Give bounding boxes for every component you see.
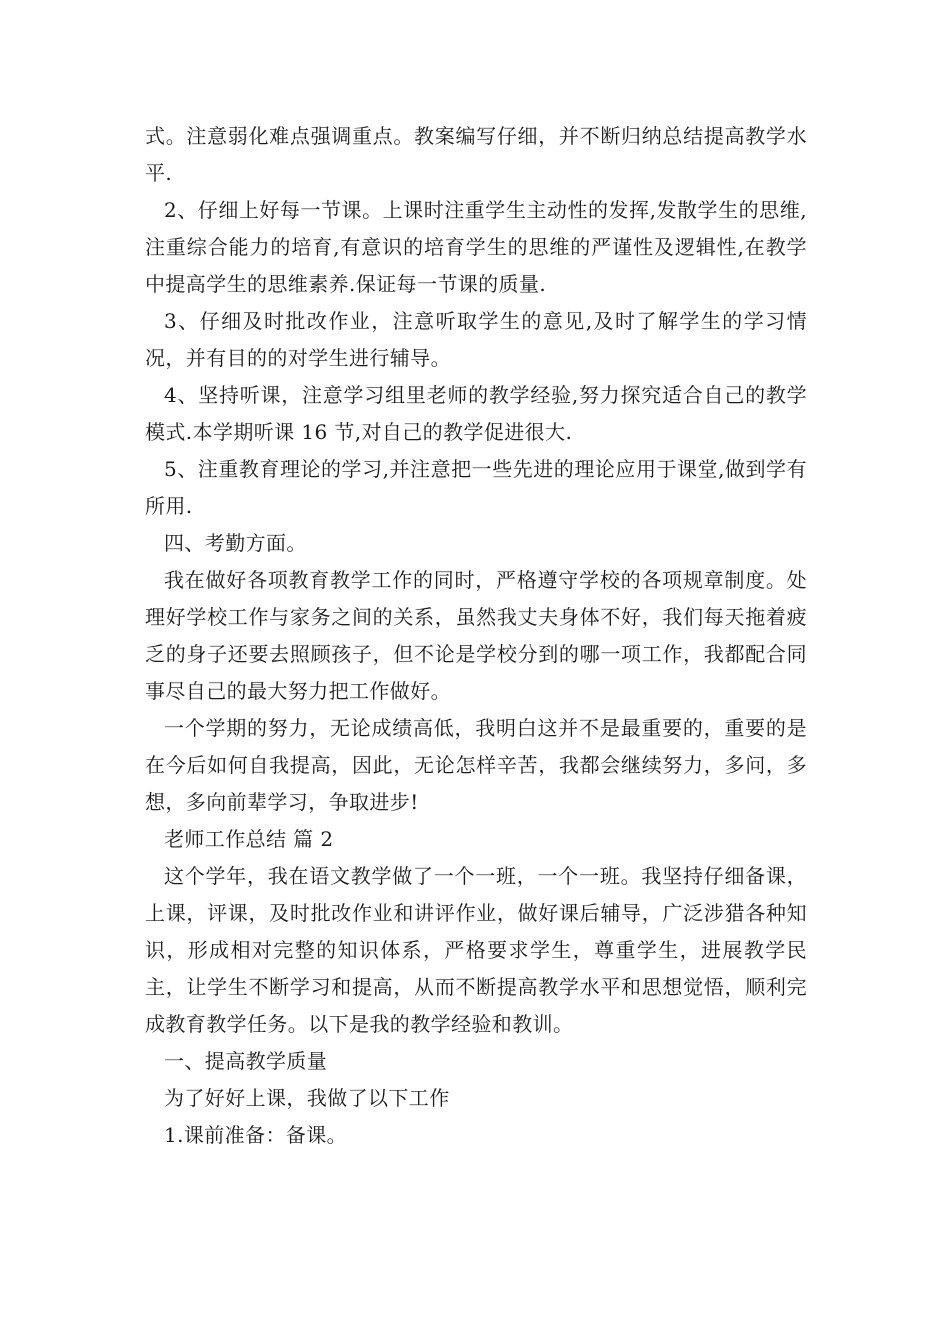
paragraph-10: 1.课前准备：备课。 — [164, 1123, 348, 1147]
paragraph-5: 5、注重教育理论的学习,并注意把一些先进的理论应用于课堂,做到学有所用. — [145, 457, 807, 518]
paragraph-8: 这个学年，我在语文教学做了一个一班，一个一班。我坚持仔细备课，上课，评课，及时批改作业和讲评作业，做好课后辅导，广泛涉猎各种知识，形成相对完整的知识体系，严格要求学生，尊重学生，进展教学民主，让学生不断学习和提高，从而不断提高教学水平和思想觉悟，顺利完成教育教学任务。以下是我的教学经验和教训。 — [145, 864, 807, 1036]
document-page — [145, 118, 807, 1154]
paragraph-3: 3、仔细及时批改作业，注意听取学生的意见,及时了解学生的学习情况，并有目的的对学生进行辅导。 — [145, 309, 807, 370]
paragraph-9: 为了好好上课，我做了以下工作 — [164, 1086, 450, 1110]
section-heading-attendance: 四、考勤方面。 — [164, 531, 307, 555]
article-heading-2: 老师工作总结 篇 2 — [164, 827, 334, 851]
paragraph-2: 2、仔细上好每一节课。上课时注重学生主动性的发挥,发散学生的思维,注重综合能力的培育,有意识的培育学生的思维的严谨性及逻辑性,在教学中提高学生的思维素养.保证每一节课的质量. — [145, 198, 807, 296]
section-heading-quality: 一、提高教学质量 — [164, 1049, 328, 1073]
paragraph-7: 一个学期的努力，无论成绩高低，我明白这并不是最重要的，重要的是在今后如何自我提高，因此，无论怎样辛苦，我都会继续努力，多问，多想，多向前辈学习，争取进步! — [145, 716, 807, 814]
paragraph-1: 式。注意弱化难点强调重点。教案编写仔细，并不断归纳总结提高教学水平. — [145, 124, 807, 185]
paragraph-6: 我在做好各项教育教学工作的同时，严格遵守学校的各项规章制度。处理好学校工作与家务之间的关系，虽然我丈夫身体不好，我们每天拖着疲乏的身子还要去照顾孩子，但不论是学校分到的哪一项工作，我都配合同事尽自己的最大努力把工作做好。 — [145, 568, 807, 703]
paragraph-4: 4、坚持听课，注意学习组里老师的教学经验,努力探究适合自己的教学模式.本学期听课 16 节,对自己的教学促进很大. — [145, 383, 807, 444]
